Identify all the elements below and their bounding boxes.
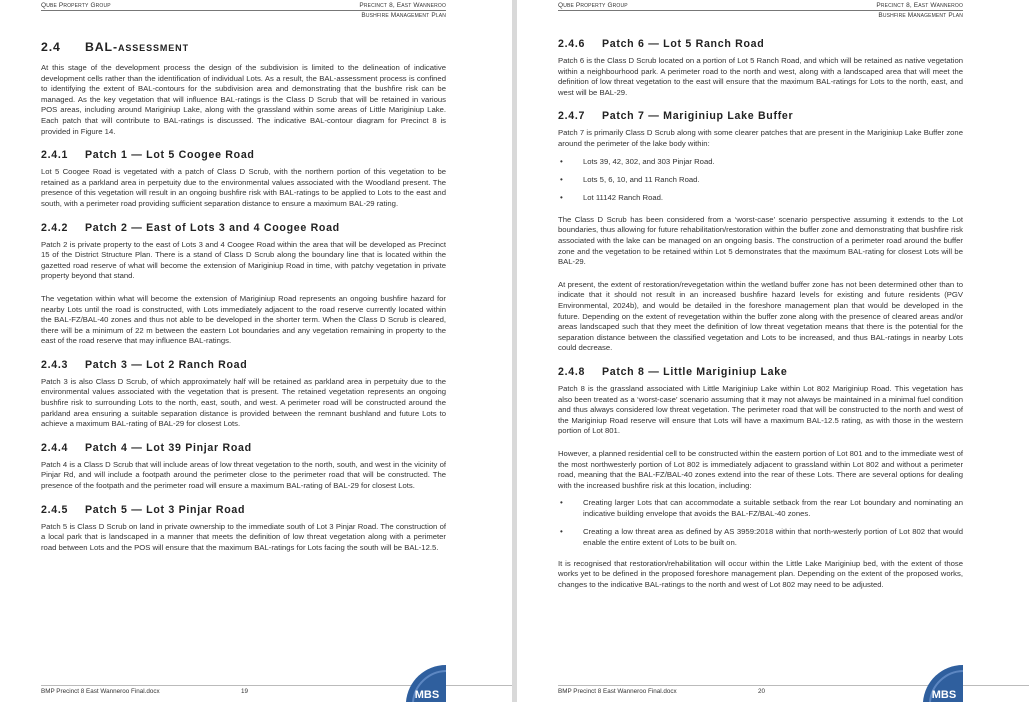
subsection-heading-5 xyxy=(41,504,446,516)
footer-filename: BMP Precinct 8 East Wanneroo Final.docx xyxy=(558,688,677,695)
paragraph: At present, the extent of restoration/revegetation within the wetland buffer zone has not been determined other than to indicate that it should not result in an increased bushfire hazard levels for existing and future residents (PGV Environmental, 2024b), and would be detailed in the foreshore management plan that would be developed in the future. Depending on the extent of revegetation within the buffer zone along with the presence of cleared areas and/or areas landscaped such that they meet the definition of low threat vegetation means that there is the potential for the separation distance between the classified vegetation and Lots to be increased, and thus BAL-ratings in nearby Lots could decrease. xyxy=(558,279,963,353)
paragraph: Lot 5 Coogee Road is vegetated with a patch of Class D Scrub, with the northern portion of this vegetation to be retained as a parkland area in perpetuity due to the environmental values associated with the Woodland present. The presence of this vegetation will result in an ongoing bushfire risk with BAL-ratings to be applied to Lots to the east and south, with a perimeter road providing sufficient separation distance to ensure a maximum BAL-29 rating. xyxy=(41,167,446,208)
subsection-title: Patch 1 — Lot 5 Coogee Road xyxy=(85,149,255,162)
subsection-heading-2 xyxy=(41,222,446,234)
paragraph: Patch 6 is the Class D Scrub located on a portion of Lot 5 Ranch Road, and which will be retained as native vegetation within a neighbourhood park. A perimeter road to the north and west, along with a landscaped area that will meet the definition of low threat vegetation to the east will ensure that the maximum BAL-ratings for Lots to the north, east, and west will be BAL-29. xyxy=(558,56,963,97)
header-company: Qube Property Group xyxy=(41,2,111,9)
list-item: • Creating larger Lots that can accommodate a suitable setback from the rear Lot boundary and nominating an indicative building envelope that avoids the BAL-FZ/BAL-40 zones. xyxy=(558,498,963,519)
paragraph: Patch 8 is the grassland associated with Little Mariginiup Lake within Lot 802 Mariginiup Road. This vegetation has also been treated as a ‘worst-case’ scenario assuming that it may not always be maintained in a minimal fuel condition and thus always considered low threat vegetation. The perimeter road that will be constructed to the north and west of the Mariginiup Road reserve will ensure that Lots will have a maximum BAL-12.5 rating, as with those in the western portion of Lot 801. xyxy=(558,383,963,436)
subsection-number: 2.4.7 xyxy=(558,110,586,123)
paragraph: It is recognised that restoration/rehabilitation will occur within the Little Lake Mariginiup bed, with the extent of those works yet to be defined in the proposed foreshore management plan. Depending on the extent of the proposed works, changes to the indicative BAL-ratings to the north and west of Lot 802 may need to be adjusted. xyxy=(558,558,963,589)
subsection-number: 2.4.2 xyxy=(41,221,69,234)
mbs-logo xyxy=(406,665,446,702)
paragraph: The Class D Scrub has been considered from a ‘worst-case’ scenario perspective assuming it extends to the Lot boundaries, thus allowing for future rehabilitation/restoration within the buffer zone and demonstrating that bushfire risk associated with the lake can be managed on an ongoing basis. The construction of a perimeter road around the buffer zone and the vegetation to be retained within Lot 5 demonstrates that the maximum BAL-rating for closest Lots will be BAL-29. xyxy=(558,214,963,267)
subsection-number: 2.4.5 xyxy=(41,503,69,516)
subsection-heading-7 xyxy=(558,110,963,122)
page-body xyxy=(558,38,963,590)
subsection-number: 2.4.4 xyxy=(41,441,69,454)
section-title-rest: assessment xyxy=(117,40,189,54)
subsection-heading-3 xyxy=(41,359,446,371)
bullet-list xyxy=(558,498,963,548)
subsection-title: Patch 8 — Little Mariginiup Lake xyxy=(602,365,788,378)
page-header xyxy=(41,0,446,20)
section-heading xyxy=(41,40,446,54)
header-company: Qube Property Group xyxy=(558,2,628,9)
list-item: • Creating a low threat area as defined by AS 3959:2018 within that north-westerly portion of Lot 802 that would enable the entire extent of Lots to be built on. xyxy=(558,527,963,548)
page-header xyxy=(558,0,963,20)
intro-paragraph: At this stage of the development process the design of the subdivision is limited to the delineation of indicative development cells rather than the identification of individual Lots. As a result, the BAL-assessment process is confined to identifying the extent of BAL-contours for the subdivision area and demonstrating that the bushfire risk can be managed. As the key vegetation that will influence BAL-ratings is the Class D Scrub that will be retained in various POS areas, including around Mariginiup Lake, along with the grassland within some areas of Little Mariginiup Lake. Each patch that will contribute to BAL-ratings is discussed. The indicative BAL-contour diagram for Precinct 8 is provided in Figure 14. xyxy=(41,63,446,136)
subsection-title: Patch 2 — East of Lots 3 and 4 Coogee Road xyxy=(85,221,340,234)
paragraph: Patch 5 is Class D Scrub on land in private ownership to the immediate south of Lot 3 Pinjar Road. The construction of a local park that is landscaped in a manner that meets the definition of low threat vegetation along with a perimeter road between Lots and the POS will ensure that the maximum BAL-ratings for Lots facing the south will be BAL-12.5. xyxy=(41,521,446,552)
bullet-list xyxy=(558,157,963,204)
logo-text: MBS xyxy=(414,689,440,701)
paragraph: The vegetation within what will become the extension of Mariginiup Road represents an ongoing bushfire hazard for nearby Lots until the road is constructed, with Lots immediately adjacent to the road reserve currently located within the BAL-FZ/BAL-40 zones and thus not able to be developed in the shorter term. When the Class D Scrub is cleared, there will be a minimum of 22 m between the eastern Lot boundaries and any vegetation remaining in property to the east of the road reserve that may influence BAL-ratings. xyxy=(41,293,446,346)
subsection-title: Patch 4 — Lot 39 Pinjar Road xyxy=(85,441,252,454)
mbs-logo xyxy=(923,665,963,702)
subsection-title: Patch 3 — Lot 2 Ranch Road xyxy=(85,358,248,371)
subsection-heading-8 xyxy=(558,366,963,378)
subsection-title: Patch 6 — Lot 5 Ranch Road xyxy=(602,38,765,50)
header-rule xyxy=(558,10,963,11)
subsection-number: 2.4.6 xyxy=(558,38,586,50)
subsection-number: 2.4.1 xyxy=(41,149,69,162)
paragraph: Patch 4 is a Class D Scrub that will include areas of low threat vegetation to the north, south, and west in the vicinity of Pinjar Rd, and will include a footpath around the perimeter close to the perimeter road that will be constructed. The presence of the footpath and the perimeter road will ensure a maximum BAL-rating of BAL-29 for closest Lots. xyxy=(41,459,446,491)
footer-page-number: 20 xyxy=(758,688,766,695)
header-plan: Bushfire Management Plan xyxy=(361,12,446,19)
subsection-title: Patch 7 — Mariginiup Lake Buffer xyxy=(602,110,794,123)
paragraph: Patch 3 is also Class D Scrub, of which approximately half will be retained as parkland area in perpetuity due to the environmental values associated with the vegetation that is present. The retained vegetation represents an ongoing bushfire risk to surrounding Lots to the north, east, south, and west. A perimeter road will be constructed around the parkland area ensuring a suitable separation distance is provided between the remnant bushland and future Lots to achieve a maximum BAL-rating of BAL-29 for closest Lots. xyxy=(41,376,446,429)
list-item: • Lot 11142 Ranch Road. xyxy=(558,193,963,204)
subsection-number: 2.4.8 xyxy=(558,365,586,378)
paragraph: However, a planned residential cell to be constructed within the eastern portion of Lot 801 and to the immediate west of the most northwesterly portion of Lot 802 is immediately adjacent to grassland within Lot 802 and without a perimeter road, meaning that the BAL-FZ/BAL-40 zones extend into the rear of these Lots. There are several options for dealing with the increased bushfire risk at this location, including: xyxy=(558,448,963,490)
subsection-heading-1 xyxy=(41,149,446,161)
subsection-heading-6 xyxy=(558,38,963,50)
page-19 xyxy=(0,0,512,702)
subsection-title: Patch 5 — Lot 3 Pinjar Road xyxy=(85,503,246,516)
header-plan: Bushfire Management Plan xyxy=(878,12,963,19)
header-precinct: Precinct 8, East Wanneroo xyxy=(876,2,963,9)
subsection-heading-4 xyxy=(41,442,446,454)
page-20 xyxy=(517,0,1029,702)
footer-filename: BMP Precinct 8 East Wanneroo Final.docx xyxy=(41,688,160,695)
subsection-number: 2.4.3 xyxy=(41,358,69,371)
paragraph: Patch 2 is private property to the east of Lots 3 and 4 Coogee Road within the area that will be developed as Precinct 15 of the District Structure Plan. There is a stand of Class D Scrub along the boundary line that is located within the gazetted road reserve of what will become the extension of Mariginiup Road in time, with patchy vegetation in private property beyond that stand. xyxy=(41,239,446,281)
logo-text: MBS xyxy=(931,689,957,701)
section-title-bal: BAL- xyxy=(85,40,118,54)
paragraph: Patch 7 is primarily Class D Scrub along with some clearer patches that are present in the Mariginiup Lake Buffer zone around the perimeter of the lake body within: xyxy=(558,128,963,148)
page-body xyxy=(41,40,446,553)
header-precinct: Precinct 8, East Wanneroo xyxy=(359,2,446,9)
list-item: • Lots 5, 6, 10, and 11 Ranch Road. xyxy=(558,175,963,186)
header-rule xyxy=(41,10,446,11)
footer-page-number: 19 xyxy=(241,688,249,695)
section-number: 2.4 xyxy=(41,40,61,54)
list-item: • Lots 39, 42, 302, and 303 Pinjar Road. xyxy=(558,157,963,168)
